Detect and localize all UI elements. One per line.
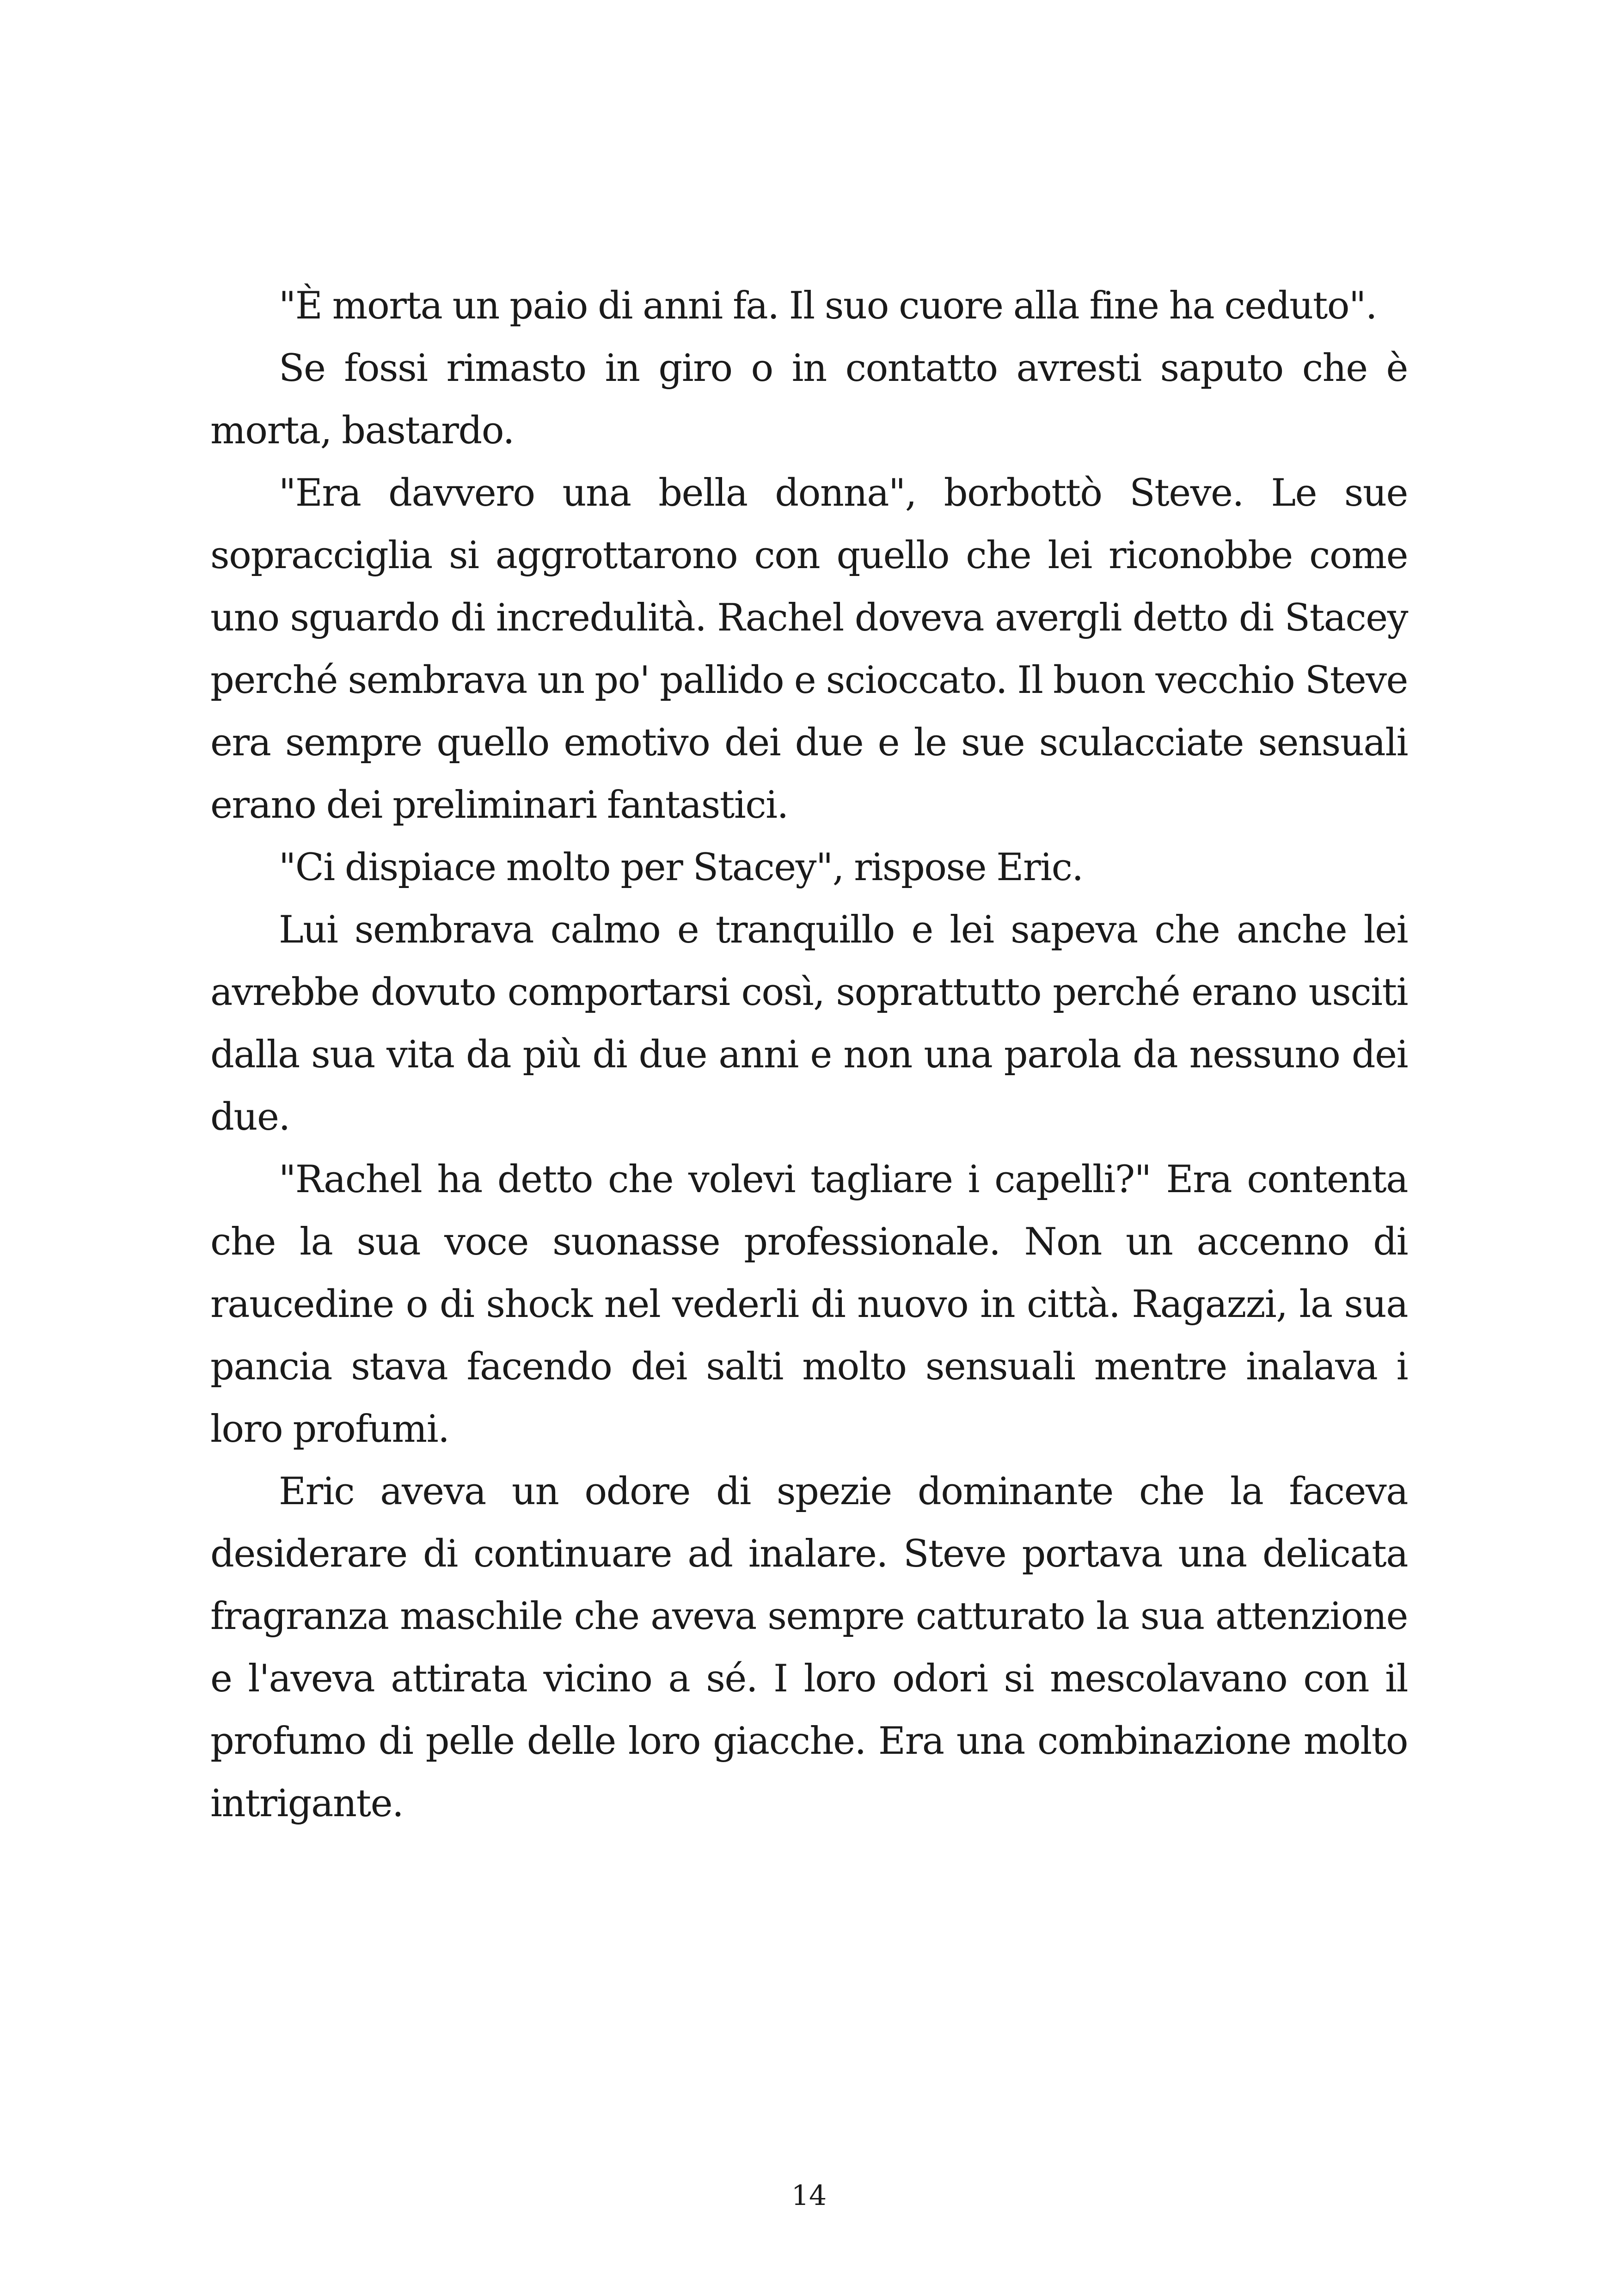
paragraph-2: Se fossi rimasto in giro o in contatto avresti saputo che è morta, bastardo.	[210, 347, 1408, 453]
page-number: 14	[791, 2180, 827, 2212]
paragraph-7: Eric aveva un odore di spezie dominante che la faceva desiderare di continuare ad inalare. Steve portava una delicata fragranza maschile che aveva sempre catturato la sua attenzione e l'aveva attirata vicino a sé. I loro odori si mescolavano con il profumo di pelle delle loro giacche. Era una combinazione molto intrigante.	[210, 1470, 1408, 1825]
paragraph-6: "Rachel ha detto che volevi tagliare i capelli?" Era contenta che la sua voce suonasse professionale. Non un accenno di raucedine o di shock nel vederli di nuovo in città. Ragazzi, la sua pancia stava facendo dei salti molto sensuali mentre inalava i loro profumi.	[210, 1158, 1408, 1451]
paragraph-4: "Ci dispiace molto per Stacey", rispose Eric.	[279, 846, 1083, 889]
paragraph-5: Lui sembrava calmo e tranquillo e lei sapeva che anche lei avrebbe dovuto comportarsi così, soprattutto perché erano usciti dalla sua vita da più di due anni e non una parola da nessuno dei due.	[210, 908, 1408, 1139]
paragraph-1: "È morta un paio di anni fa. Il suo cuore alla fine ha ceduto".	[279, 284, 1377, 328]
paragraph-3: "Era davvero una bella donna", borbottò Steve. Le sue sopracciglia si aggrottarono con quello che lei riconobbe come uno sguardo di incredulità. Rachel doveva avergli detto di Stacey perché sembrava un po' pallido e scioccato. Il buon vecchio Steve era sempre quello emotivo dei due e le sue sculacciate sensuali erano dei preliminari fantastici.	[210, 471, 1408, 827]
body-text	[210, 275, 1408, 1835]
